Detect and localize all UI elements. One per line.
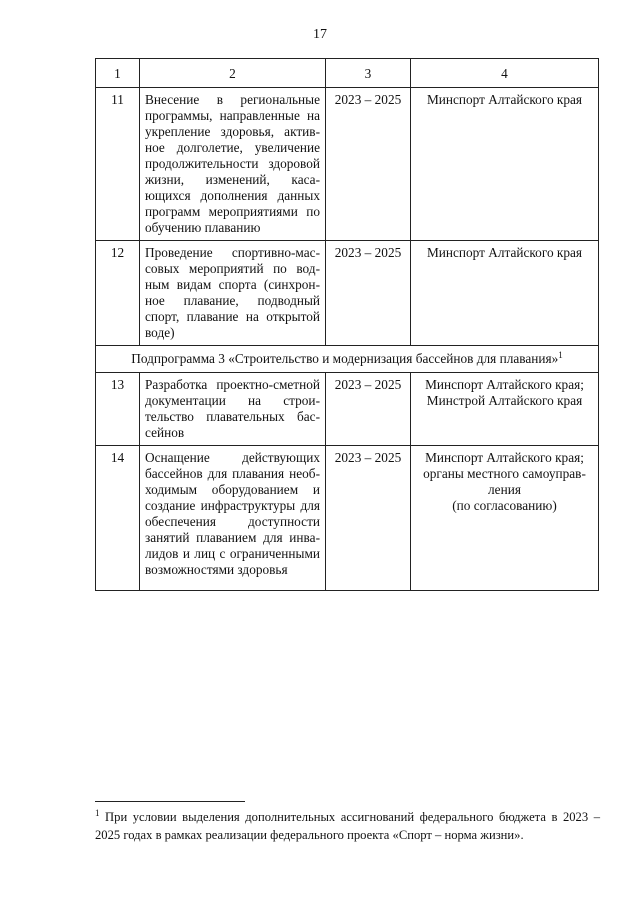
responsible-executor [411,241,599,346]
implementation-period: 2023 – 2025 [326,88,411,241]
measures-table [95,58,599,591]
implementation-period: 2023 – 2025 [326,241,411,346]
executor-line: Минспорт Алтайского края; [425,450,584,465]
executor-line: Минспорт Алтайского края [426,92,583,107]
responsible-executor [411,373,599,446]
responsible-executor [411,88,599,241]
table-row [96,241,599,346]
responsible-executor [411,446,599,591]
footnote-separator [95,801,245,802]
header-cell-3: 3 [326,59,411,88]
row-number: 14 [96,446,140,591]
subprogram-title: Подпрограмма 3 «Строительство и модернизация бассейнов для плавания» [131,351,559,366]
page-number: 17 [313,27,327,42]
row-number: 12 [96,241,140,346]
executor-line: Минспорт Алтайского края [426,245,583,260]
measure-description: Разработка проектно-сметной документации на строительство плавательных бассейнов [140,373,326,446]
measure-description: Оснащение действующих бассейнов для плавания необходимым оборудованием и создание инфраструктуры для обеспечения доступности занятий плаванием для инвалидов и лиц с ограниченными возможностями здоровья [140,446,326,591]
executor-line: (по согласованию) [452,498,557,513]
implementation-period: 2023 – 2025 [326,446,411,591]
header-cell-4: 4 [411,59,599,88]
measure-description: Внесение в региональные программы, направленные на укрепление здоровья, активное долголетие, увеличение продолжительности здоровой жизни, изменений, касающихся дополнения данных программ мероприятиями по обучению плаванию [140,88,326,241]
executor-line: Минспорт Алтайского края; [425,377,584,392]
table-header-row [96,59,599,88]
table-row [96,88,599,241]
implementation-period: 2023 – 2025 [326,373,411,446]
subprogram-heading [96,346,599,373]
executor-line: органы местного самоуправления [423,466,586,497]
measure-description: Проведение спортивно-массовых мероприятий по водным видам спорта (синхронное плавание, подводный спорт, плавание на открытой воде) [140,241,326,346]
subprogram-row [96,346,599,373]
footnote [95,808,600,844]
footnote-text: При условии выделения дополнительных ассигнований федерального бюджета в 2023 – 2025 годах в рамках реализации федерального проекта «Спорт – норма жизни». [95,810,600,842]
header-cell-1: 1 [96,59,140,88]
executor-line: Минстрой Алтайского края [426,393,583,408]
footnote-mark: 1 [95,808,100,818]
header-cell-2: 2 [140,59,326,88]
table-row [96,373,599,446]
footnote-reference[interactable]: 1 [558,350,563,360]
row-number: 11 [96,88,140,241]
table-row [96,446,599,591]
row-number: 13 [96,373,140,446]
